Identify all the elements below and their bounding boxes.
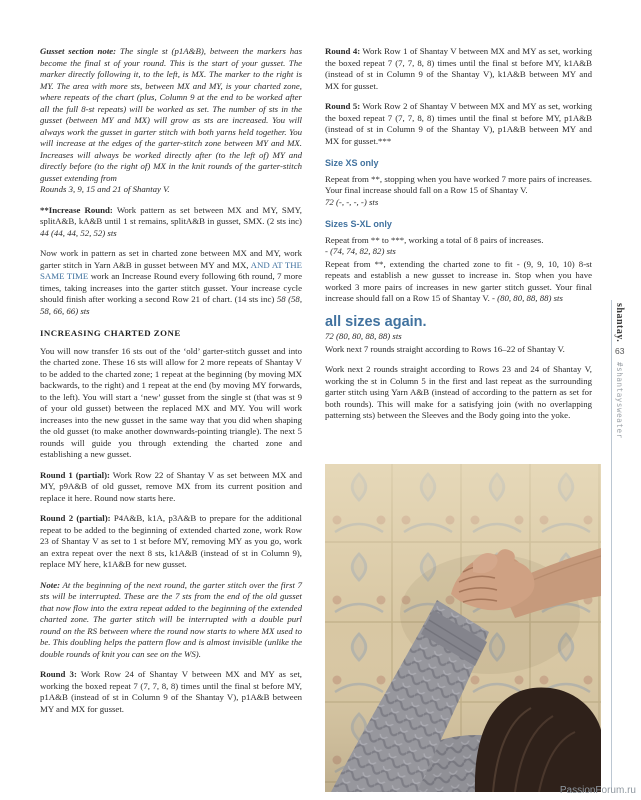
- round2-lead: Round 2 (partial):: [40, 513, 111, 523]
- sizes-sxl-body-2: Repeat from **, extending the charted zone to fit - (9, 9, 10, 10) 8-st repeats and establish a new gusset to increase in. Stop when you have worked 3 more pairs of increases in new garter stitch gusset. Your final increase should fall on a Row 15 of Shantay V.: [325, 258, 592, 303]
- sizes-sxl-sts-2: - (80, 80, 88, 88) sts: [492, 293, 563, 303]
- round5-lead: Round 5:: [325, 101, 361, 111]
- gusset-section-note: [40, 46, 302, 196]
- round1-lead: Round 1 (partial):: [40, 469, 110, 480]
- round1-body: Work Row 22 of Shantay V as set between MX and MY, p9A&B of old gusset, remove MX from its current position and replace it here. Round now starts here.: [40, 469, 302, 503]
- watermark-text: PassionForum.ru: [559, 785, 636, 796]
- round2-paragraph: [40, 513, 302, 571]
- increase-round-lead: **Increase Round:: [40, 204, 113, 215]
- right-column: [325, 46, 592, 431]
- all-sizes-sts: 72 (80, 80, 88, 88) sts: [325, 331, 402, 341]
- all-sizes-again-heading: all sizes again.: [325, 313, 427, 330]
- sizes-sxl-sts-1: - (74, 74, 82, 82) sts: [325, 246, 396, 256]
- left-column: [40, 46, 302, 724]
- sidebar-divider-line: [611, 300, 612, 790]
- note-lead: Note:: [40, 579, 61, 590]
- increasing-charted-zone-heading: INCREASING CHARTED ZONE: [40, 328, 181, 338]
- now-work-sts: 58 (58, 58, 66, 66) sts: [40, 294, 303, 316]
- gusset-note-lead: Gusset section note:: [40, 46, 117, 56]
- all-sizes-body: Work next 7 rounds straight according to Rows 16–22 of Shantay V.: [325, 343, 565, 354]
- size-xs-body: Repeat from **, stopping when you have worked 7 more pairs of increases. Your final increase should fall on a Row 15 of Shantay V.: [325, 173, 592, 195]
- gusset-note-rounds: Rounds 3, 9, 15 and 21 of Shantay V.: [40, 184, 170, 194]
- sizes-sxl-paragraph-2: [325, 259, 592, 305]
- transfer-paragraph: You will now transfer 16 sts out of the ‘old’ garter-stitch gusset and into the charted zone. These 16 sts will allow for 2 more repeats of Shantay V to be added to the charted zone; 1 repeat at the beginning (by moving MX backwards, to the right) and 1 repeat at the end (by moving MY forwards, to the left). You will start a ‘new’ gusset from the single st (that was st 9 of your old gusset) between the replaced MX and MY. You will work increases into the new gusset in the same way that you did when shaping the old gusset (to make another downwards-pointing triangle). The next 5 rounds will guide you through extending the charted zone and establishing a new gusset.: [40, 345, 302, 459]
- now-work-paragraph: [40, 248, 302, 317]
- sidebar-hashtag: #shantaysweater: [615, 362, 624, 439]
- sidebar-brand-text: shantay.: [614, 303, 625, 343]
- page-number: 63: [615, 346, 625, 356]
- size-xs-heading: Size XS only: [325, 158, 379, 168]
- note-paragraph: [40, 580, 302, 661]
- clasped-hands-illustration: [325, 464, 601, 792]
- size-xs-paragraph: [325, 174, 592, 209]
- increase-round-paragraph: [40, 205, 302, 240]
- round1-paragraph: [40, 470, 302, 505]
- gusset-note-body: The single st (p1A&B), between the markers has become the final st of your round. This is the start of your gusset. The marker directly following it, to the left, is MX. The marker to the right is MY. The area with more sts, between MX and MY, is your charted zone, where repeats of the chart (plus, Column 9 at the end to be worked after all the full 8-st repeats) will be worked as set. The number of sts in the gusset (between MY and MX) will grow as sts are increased. You will always work the gusset in garter stitch with both yarns held together. You will increase at the edges of the garter-stitch zone between MY and MX. Increases will always be worked directly after (to the left of) MY and directly before (to the right of) MX in the knit rounds of the garter-stitch gusset extending from: [40, 46, 302, 183]
- increase-round-body: Work pattern as set between MX and MY, SMY, splitA&B, kA&B until 1 st remains, splitA&B in gusset, SMX. (2 sts inc): [40, 204, 303, 226]
- increase-round-sts: 44 (44, 44, 52, 52) sts: [40, 227, 117, 238]
- round4-body: Work Row 1 of Shantay V between MX and MY as set, working the boxed repeat 7 (7, 7, 8, 8) times until the final st before MY, k1A&B (instead of st in Column 9 of the Shantay V), k1A&B between MY and MX for gusset.: [325, 46, 592, 91]
- now-work-before: Now work in pattern as set in charted zone between MX and MY, work garter stitch in Yarn A&B in gusset between MY and MX,: [40, 248, 302, 270]
- final-paragraph: Work next 2 rounds straight according to Rows 23 and 24 of Shantay V, working the st in Column 5 in the first and last repeat as the surrounding garter stitch using Yarn A&B (instead of according to the pattern as set for both rounds). This will make for a satisfying join (with no overlapping patterning sts) between the Sleeves and the Body going into the yoke.: [325, 364, 592, 420]
- round2-body: P4A&B, k1A, p3A&B to prepare for the additional repeat to be added to the beginning of extended charted zone, work Row 23 of Shantay V as set to 1 st before MY, removing MY as you go, work an extra repeat over the next 8 sts, k1A&B (instead of st in Column 9), replace MY here, k1A&B for new gusset.: [40, 513, 302, 569]
- sizes-sxl-paragraph-1: [325, 235, 592, 258]
- now-work-after: work an Increase Round every following 6th round, 7 more times, taking increases into the garter stitch gusset. Your increase cycle should finish after working a second Row 21 of chart. (14 sts inc): [40, 271, 303, 304]
- note-body: At the beginning of the next round, the garter stitch over the first 7 sts will be interrupted. These are the 7 sts from the end of the old gusset that now flow into the extra repeat added to the beginning of the extended charted zone. The garter stitch will be interrupted with a double purl round on the RS between where the round now starts to where MX used to be. This doubling helps the pattern flow and is almost invisible (unlike the double rounds of knit you can see on the WS).: [40, 579, 302, 659]
- round3-body: Work Row 24 of Shantay V between MX and MY as set, working the boxed repeat 7 (7, 7, 8, 8) times until the final st before MY, p1A&B (instead of st in Column 9 of the Shantay V), p1A&B between MY and MX for gusset.: [40, 669, 302, 714]
- round5-paragraph: [325, 101, 592, 147]
- round3-paragraph: [40, 669, 302, 715]
- size-xs-sts: 72 (-, -, -, -) sts: [325, 196, 379, 207]
- round4-lead: Round 4:: [325, 46, 361, 56]
- round5-body: Work Row 2 of Shantay V between MX and MY as set, working the boxed repeat 7 (7, 7, 8, 8) times until the final st before MY, p1A&B (instead of st in Column 9 of the Shantay V), p1A&B between MY and MX for gusset.***: [325, 101, 592, 146]
- round4-paragraph: [325, 46, 592, 92]
- photo-clasped-hands: [325, 464, 601, 792]
- and-at-the-same-time: AND AT THE SAME TIME: [40, 259, 302, 281]
- sizes-sxl-body-1: Repeat from ** to ***, working a total of 8 pairs of increases.: [325, 234, 544, 245]
- sizes-sxl-heading: Sizes S-XL only: [325, 219, 392, 229]
- round3-lead: Round 3:: [40, 669, 77, 679]
